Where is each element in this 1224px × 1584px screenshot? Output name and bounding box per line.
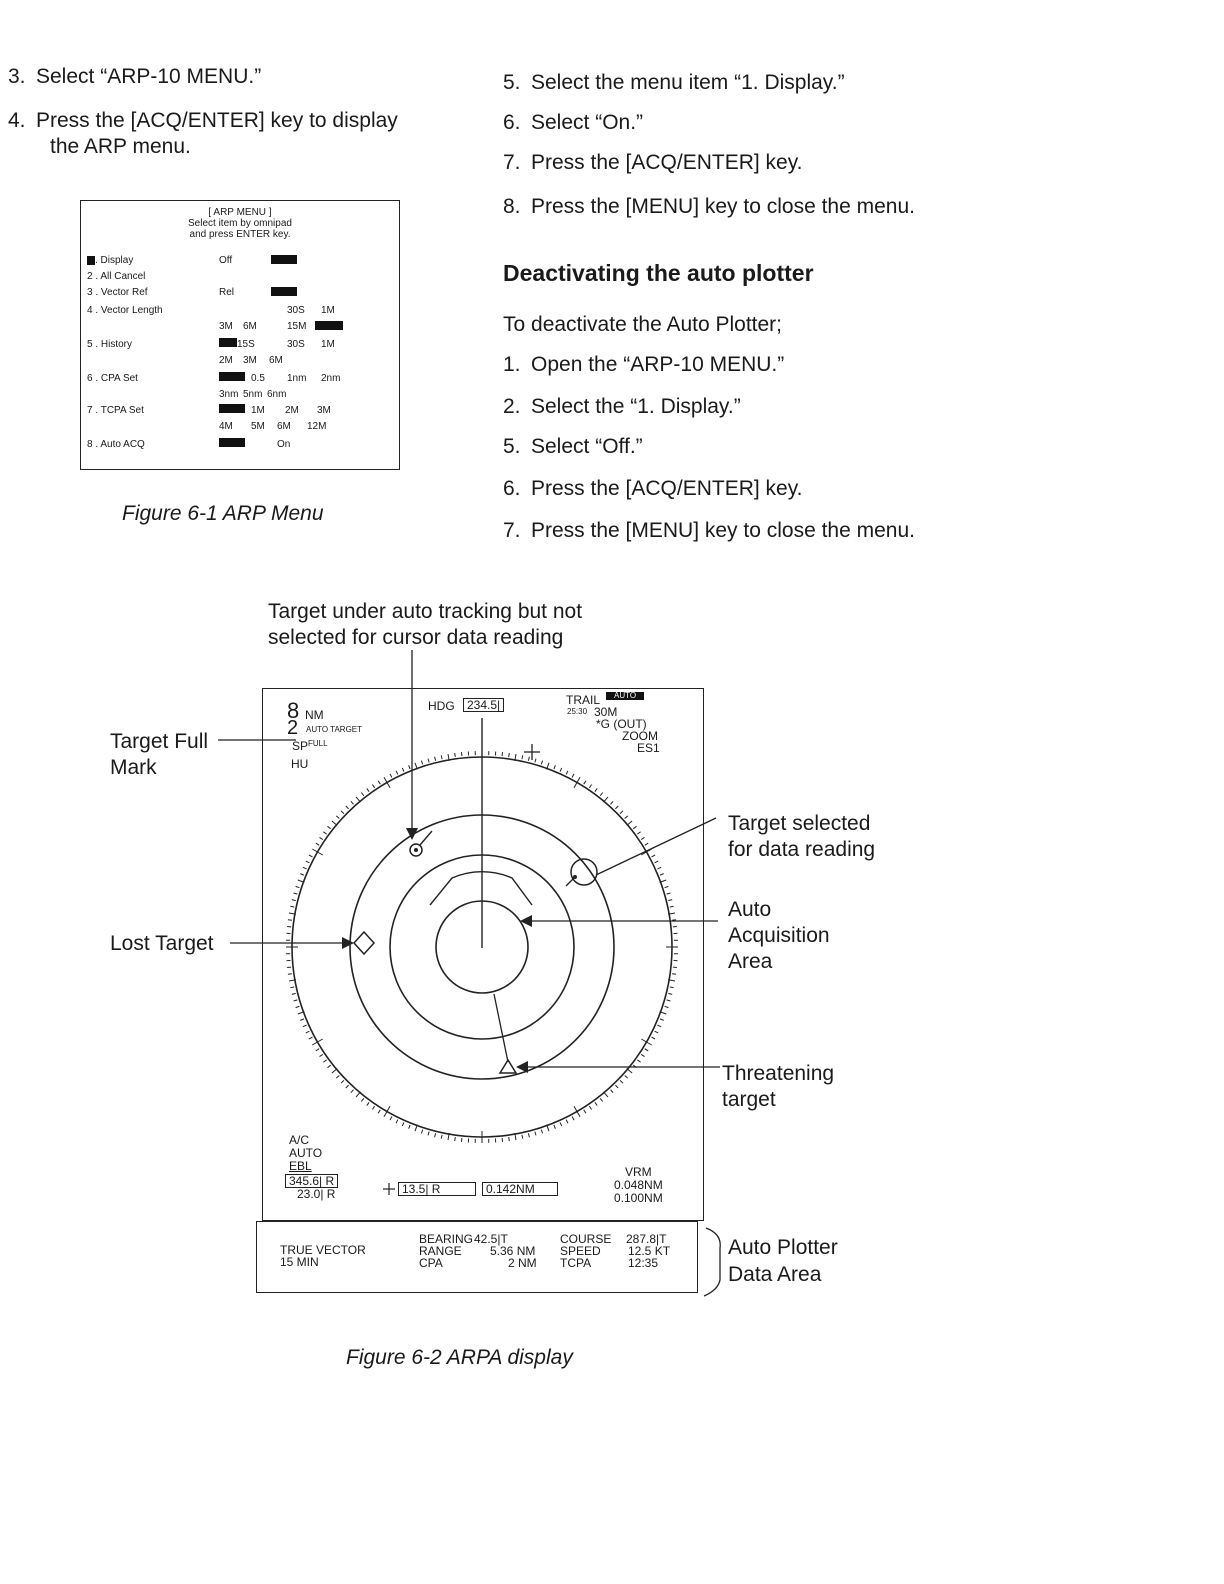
bearing-tick [336, 816, 339, 819]
trail-time: 25:30 [567, 707, 588, 716]
bearing-tick [320, 837, 323, 839]
step-number: 7. [503, 151, 521, 174]
step-text: Press the [ACQ/ENTER] key to display [36, 109, 398, 132]
bearing-tick [390, 774, 392, 778]
arp-menu-title: [ ARP MENU ] [208, 207, 272, 218]
step-number: 2. [503, 395, 521, 418]
bearing-tick [528, 1133, 529, 1137]
callout-acq-3: Area [728, 950, 773, 973]
cpa-value: 2 NM [508, 1256, 537, 1270]
menu-item-cpa-set: 6 . CPA Set [87, 373, 138, 384]
menu-option: 1M [251, 405, 265, 416]
menu-option: 15M [287, 321, 307, 332]
menu-option: 2M [219, 355, 233, 366]
figure-6-2-caption: Figure 6-2 ARPA display [346, 1346, 573, 1369]
menu-item-all-cancel: 2 . All Cancel [87, 271, 146, 282]
menu-option: 3nm [219, 389, 239, 400]
bearing-tick [346, 806, 349, 809]
bearing-tick [655, 1031, 659, 1033]
bearing-tick [600, 1098, 603, 1101]
menu-option: 12M [307, 421, 327, 432]
arp-menu-instruction-2: and press ENTER key. [189, 229, 291, 240]
bearing-tick [441, 755, 442, 759]
bearing-tick [396, 1120, 398, 1124]
bearing-tick [522, 1135, 523, 1139]
menu-option: 6M [277, 421, 291, 432]
bearing-tick [584, 1110, 586, 1113]
menu-option: 3M [219, 321, 233, 332]
bearing-tick [637, 1060, 640, 1062]
step-text: Select “On.” [531, 111, 644, 134]
ebl1-value: 345.6| R [285, 1174, 338, 1188]
tracked-target-dot [414, 848, 418, 852]
bearing-tick [351, 1090, 354, 1093]
bearing-tick [328, 1065, 331, 1068]
step-text: Select the “1. Display.” [531, 395, 741, 418]
bearing-tick [341, 811, 344, 814]
bearing-tick [572, 1117, 574, 1121]
menu-option: 1M [321, 339, 335, 350]
step-text: Press the [ACQ/ENTER] key. [531, 151, 803, 174]
step-number: 7. [503, 519, 521, 542]
menu-option: 5nm [243, 389, 263, 400]
sp-label: SP [292, 739, 309, 753]
bearing-tick [390, 1117, 392, 1121]
range-label: RANGE [419, 1244, 462, 1258]
bearing-tick [316, 1049, 319, 1051]
bearing-tick [296, 1006, 300, 1007]
course-value: 287.8|T [626, 1232, 667, 1246]
bearing-tick [292, 900, 296, 901]
selected-target-vector [566, 877, 575, 886]
bearing-tick [294, 893, 298, 894]
course-label: COURSE [560, 1232, 612, 1246]
hu-label: HU [291, 757, 309, 771]
bearing-tick [441, 1135, 442, 1139]
menu-option: 2nm [321, 373, 341, 384]
bearing-tick [670, 987, 674, 988]
bearing-tick [566, 771, 568, 775]
full-label: FULL [308, 739, 328, 748]
ebl2-value: 23.0| R [297, 1187, 336, 1201]
hdg-value: 234.5| [463, 698, 504, 712]
bearing-tick [535, 1132, 536, 1136]
bearing-label: BEARING [419, 1232, 474, 1246]
zoom-label: ZOOM [622, 729, 658, 743]
menu-option: 6nm [267, 389, 287, 400]
callout-acq-2: Acquisition [728, 924, 830, 947]
bearing-tick [665, 886, 669, 887]
callout-tracking-line-2: selected for cursor data reading [268, 626, 564, 649]
section-intro: To deactivate the Auto Plotter; [503, 313, 783, 336]
vector-mode: TRUE VECTOR [280, 1243, 366, 1257]
auto-label: AUTO [289, 1146, 323, 1160]
callout-lost-target: Lost Target [110, 932, 214, 955]
bearing-tick [572, 774, 574, 778]
callout-acq-1: Auto [728, 898, 772, 921]
bearing-tick [625, 1076, 628, 1079]
bearing-tick [396, 771, 398, 775]
bearing-tick [611, 1090, 614, 1093]
bearing-tick [645, 843, 648, 845]
bearing-tick [435, 1133, 436, 1137]
bearing-tick [290, 906, 294, 907]
menu-option: 15S [237, 339, 255, 350]
step-text: Open the “ARP-10 MENU.” [531, 353, 785, 376]
bearing-tick [535, 759, 536, 763]
bearing-tick [615, 1085, 618, 1088]
lost-target-symbol [354, 932, 374, 954]
bearing-tick [509, 1137, 510, 1141]
bearing-tick [328, 826, 331, 829]
menu-option: 1nm [287, 373, 307, 384]
step-number: 8. [503, 195, 521, 218]
bearing-tick [657, 867, 661, 869]
vrm2-value: 0.100NM [614, 1191, 663, 1205]
bearing-tick [595, 1102, 597, 1105]
auto-target-label: AUTO TARGET [306, 725, 363, 734]
tcpa-label: TCPA [560, 1256, 592, 1270]
tcpa-value: 12:35 [628, 1256, 659, 1270]
step-text: Press the [MENU] key to close the menu. [531, 519, 915, 542]
bearing-tick [378, 781, 380, 784]
bearing-tick [600, 793, 603, 796]
bearing-tick [435, 757, 436, 761]
bearing-tick [367, 788, 369, 791]
bearing-tick [611, 801, 614, 804]
bearing-tick [672, 974, 676, 975]
bearing-tick [595, 788, 597, 791]
range-unit: NM [305, 708, 324, 722]
bearing-tick [292, 993, 296, 994]
bearing-tick [560, 1122, 562, 1126]
step-number: 5. [503, 435, 521, 458]
bearing-tick [668, 900, 672, 901]
bearing-tick [667, 893, 671, 894]
bearing-tick [641, 837, 644, 839]
ac-label: A/C [289, 1133, 310, 1147]
bearing-tick [316, 843, 319, 845]
bearing-tick [294, 1000, 298, 1001]
bearing-tick [668, 993, 672, 994]
bearing-tick [655, 861, 659, 863]
bearing-tick [421, 761, 422, 765]
cursor-bearing: 13.5| R [398, 1182, 476, 1196]
bearing-tick [620, 1080, 623, 1083]
menu-option: Rel [219, 287, 235, 298]
arrowhead [516, 1061, 528, 1073]
bearing-tick [589, 1106, 591, 1109]
cpa-label: CPA [419, 1256, 443, 1270]
bearing-tick [309, 1037, 313, 1039]
bearing-tick [652, 1037, 656, 1039]
section-heading: Deactivating the auto plotter [503, 260, 814, 286]
arrowhead [342, 937, 354, 949]
bearing-tick [641, 1054, 644, 1056]
bearing-tick [645, 1049, 648, 1051]
bearing-tick [336, 1076, 339, 1079]
bearing-tick [455, 1137, 456, 1141]
bearing-tick [509, 753, 510, 757]
bearing-tick [672, 920, 676, 921]
range-value: 8 [287, 698, 300, 723]
speed-value: 12.5 KT [628, 1244, 671, 1258]
bearing-tick [633, 826, 636, 829]
menu-item-history: 5 . History [87, 339, 133, 350]
step-number: 6. [503, 477, 521, 500]
bearing-tick [615, 806, 618, 809]
leader-selected [596, 818, 716, 875]
ebl-label: EBL [289, 1159, 312, 1173]
bearing-tick [554, 765, 556, 769]
bearing-tick [341, 1080, 344, 1083]
bearing-tick [351, 801, 354, 804]
bearing-tick [589, 785, 591, 788]
bearing-tick [584, 781, 586, 784]
menu-option: 3M [243, 355, 257, 366]
bearing-tick [346, 1085, 349, 1088]
bearing-tick [560, 768, 562, 772]
bearing-tick [306, 1031, 310, 1033]
step-text: Press the [ACQ/ENTER] key. [531, 477, 803, 500]
callout-threat-2: target [722, 1088, 776, 1111]
bearing-tick [660, 1019, 664, 1021]
bearing-tick [361, 793, 364, 796]
menu-option: Off [219, 255, 233, 266]
menu-option: 6M [243, 321, 257, 332]
step-number: 4. [8, 109, 26, 132]
bearing-tick [657, 1025, 661, 1027]
bearing-tick [323, 832, 326, 834]
callout-full-mark-1: Target Full [110, 730, 209, 753]
step-number: 6. [503, 111, 521, 134]
bearing-tick [455, 753, 456, 757]
bearing-tick [528, 757, 529, 761]
menu-option: 3M [317, 405, 331, 416]
step-number: 3. [8, 65, 26, 88]
bearing-tick [296, 886, 300, 887]
menu-option: 30S [287, 339, 305, 350]
callout-selected-2: for data reading [728, 838, 876, 861]
g-out-label: *G (OUT) [596, 717, 647, 731]
bearing-tick [667, 1000, 671, 1001]
vector-time: 15 MIN [280, 1255, 319, 1269]
ring-interval: 2 [287, 717, 299, 739]
es1-label: ES1 [637, 741, 660, 755]
speed-label: SPEED [560, 1244, 601, 1258]
bearing-tick [428, 1132, 429, 1136]
bearing-tick [660, 874, 664, 876]
bearing-tick [620, 811, 623, 814]
bearing-tick [625, 816, 628, 819]
menu-item-vector-length: 4 . Vector Length [87, 305, 163, 316]
menu-option: On [277, 439, 291, 450]
bearing-tick [300, 874, 304, 876]
bearing-tick [652, 855, 656, 857]
bearing-tick [288, 974, 292, 975]
bearing-tick [300, 1019, 304, 1021]
bearing-tick [402, 1122, 404, 1126]
bearing-tick [402, 768, 404, 772]
callout-tracking-line-1: Target under auto tracking but not [268, 600, 583, 623]
step-text: Select “ARP-10 MENU.” [36, 65, 262, 88]
bearing-tick [288, 920, 292, 921]
arp-menu-instruction-1: Select item by omnipad [188, 218, 292, 229]
vrm-label: VRM [625, 1165, 652, 1179]
threat-vector [494, 994, 508, 1062]
step-number: 1. [503, 353, 521, 376]
bearing-tick [372, 1106, 374, 1109]
bearing-tick [372, 785, 374, 788]
bearing-tick [309, 855, 313, 857]
bearing-tick [320, 1054, 323, 1056]
menu-option: 2M [285, 405, 299, 416]
step-text: Select the menu item “1. Display.” [531, 71, 845, 94]
bearing-tick [323, 1060, 326, 1062]
bearing-tick [303, 867, 307, 869]
vrm1-value: 0.048NM [614, 1178, 663, 1192]
menu-option: 6M [269, 355, 283, 366]
range-value-data: 5.36 NM [490, 1244, 536, 1258]
bearing-value: 42.5|T [474, 1232, 508, 1246]
bearing-tick [541, 1130, 542, 1134]
trail-label: TRAIL [566, 693, 601, 707]
callout-full-mark-2: Mark [110, 756, 157, 779]
menu-item-tcpa-set: 7 . TCPA Set [87, 405, 144, 416]
trail-length: 30M [594, 705, 618, 719]
menu-option: 30S [287, 305, 305, 316]
bearing-tick [670, 906, 674, 907]
menu-option: 0.5 [251, 373, 265, 384]
step-text: Select “Off.” [531, 435, 643, 458]
bearing-tick [361, 1098, 364, 1101]
bearing-tick [541, 761, 542, 765]
bearing-tick [428, 759, 429, 763]
step-text: Press the [MENU] key to close the menu. [531, 195, 915, 218]
figure-6-1-caption: Figure 6-1 ARP Menu [122, 502, 324, 525]
target-vector [420, 831, 432, 845]
menu-item-label: . Display [95, 255, 134, 266]
bearing-tick [290, 987, 294, 988]
hdg-label: HDG [428, 699, 455, 713]
bearing-tick [378, 1110, 380, 1113]
trail-auto: AUTO [606, 692, 644, 700]
bearing-tick [409, 765, 411, 769]
bearing-tick [409, 1125, 411, 1129]
bearing-tick [522, 755, 523, 759]
step-number: 5. [503, 71, 521, 94]
bearing-tick [665, 1006, 669, 1007]
bearing-tick [637, 832, 640, 834]
auto-acquisition-area [430, 872, 532, 905]
bearing-tick [554, 1125, 556, 1129]
bearing-tick [306, 861, 310, 863]
menu-item-auto-acq: 8 . Auto ACQ [87, 439, 145, 450]
menu-item-vector-ref: 3 . Vector Ref [87, 287, 148, 298]
step-4-continued: the ARP menu. [50, 135, 191, 158]
cursor-range: 0.142NM [482, 1182, 558, 1196]
menu-option: 4M [219, 421, 233, 432]
bearing-tick [367, 1102, 369, 1105]
bearing-tick [421, 1130, 422, 1134]
callout-threat-1: Threatening [722, 1062, 835, 1085]
callout-plotter-1: Auto Plotter [728, 1236, 838, 1259]
callout-plotter-2: Data Area [728, 1263, 822, 1286]
data-area-bracket [704, 1228, 720, 1296]
callout-selected-1: Target selected [728, 812, 871, 835]
menu-option: 1M [321, 305, 335, 316]
menu-option: 5M [251, 421, 265, 432]
bearing-tick [566, 1120, 568, 1124]
bearing-tick [303, 1025, 307, 1027]
